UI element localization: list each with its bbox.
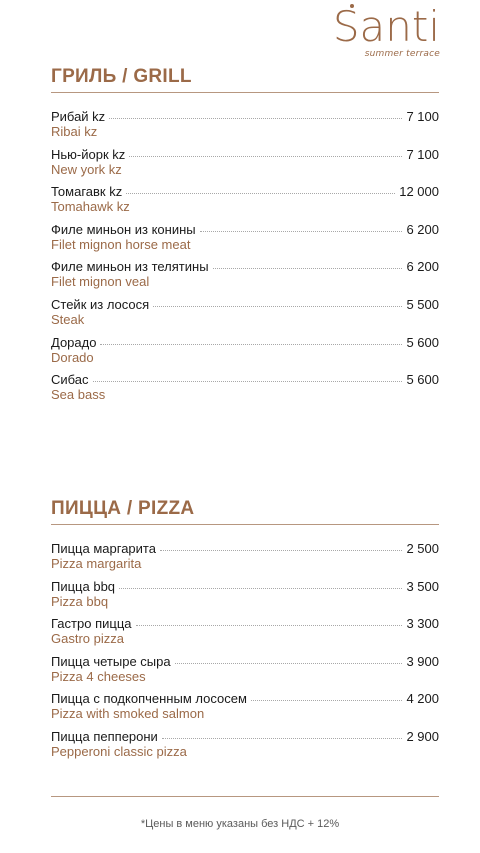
menu-item-ribai [51,109,439,147]
item-name-ru: Дорадо [51,334,97,350]
menu-item-bbq [51,579,439,617]
item-price: 6 200 [406,259,439,275]
dot-leader [213,268,403,269]
menu-item-smoked-salmon [51,691,439,729]
item-name-ru: Пицца с подкопченным лососем [51,691,247,707]
pizza-section-divider [51,524,439,525]
menu-item-filet-veal [51,259,439,297]
item-price: 12 000 [399,184,439,200]
pizza-section [51,497,439,767]
menu-item-line [51,616,439,631]
item-price: 2 500 [406,541,439,556]
item-name-ru: Рибай kz [51,109,106,124]
item-name-en: Pizza with smoked salmon [51,706,205,722]
item-price: 4 200 [406,691,439,707]
item-name-ru: Пицца маргарита [51,541,156,556]
item-price: 3 500 [406,578,439,594]
item-price: 6 200 [406,221,439,237]
item-name-en: Pepperoni classic pizza [51,743,187,759]
dot-leader [100,344,402,345]
item-name-en: Filet mignon veal [51,274,150,290]
menu-item-line [51,222,439,237]
item-name-en: Ribai kz [51,124,98,139]
dot-leader [200,231,403,232]
item-price: 5 500 [406,296,439,312]
item-name-en: Gastro pizza [51,631,124,647]
menu-item-filet-horse [51,222,439,260]
dot-leader [109,118,402,119]
dot-leader [119,588,402,589]
item-name-en: Pizza margarita [51,556,142,571]
grill-section-title: ГРИЛЬ / GRILL [51,66,192,87]
item-name-en: Filet mignon horse meat [51,236,191,252]
menu-item-gastro [51,616,439,654]
menu-item-line [51,372,439,387]
item-name-ru: Стейк из лосося [51,296,150,312]
item-name-en: Sea bass [51,387,106,403]
logo-subtitle: summer terrace [364,49,440,59]
menu-item-margarita [51,541,439,579]
menu-item-line [51,335,439,350]
vat-footnote: *Цены в меню указаны без НДС + 12% [140,818,340,830]
pizza-item-list [51,541,439,767]
item-name-ru: Пицца пепперони [51,728,158,744]
menu-item-line [51,579,439,594]
item-name-ru: Пицца bbq [51,578,116,594]
dot-leader [160,550,403,551]
item-name-en: Steak [51,311,85,327]
dot-leader [153,306,402,307]
item-name-ru: Филе миньон из телятины [51,259,209,275]
menu-item-dorado [51,335,439,373]
pizza-section-title: ПИЦЦА / PIZZA [51,498,195,519]
menu-item-line [51,541,439,556]
item-price: 5 600 [406,334,439,350]
item-name-en: Tomahawk kz [51,199,130,215]
dot-leader [126,193,395,194]
menu-item-new-york [51,147,439,185]
item-name-ru: Сибас [51,372,89,388]
dot-leader [129,156,402,157]
item-price: 7 100 [406,146,439,162]
menu-item-line [51,184,439,199]
menu-item-tomahawk [51,184,439,222]
menu-item-line [51,654,439,669]
menu-item-line [51,109,439,124]
menu-item-pepperoni [51,729,439,767]
dot-leader [251,700,403,701]
menu-item-line [51,691,439,706]
item-name-ru: Томагавк kz [51,184,123,200]
logo-wordmark: Santi [332,2,440,51]
item-name-en: Pizza bbq [51,593,109,609]
item-price: 5 600 [406,372,439,388]
footer-divider [51,796,439,797]
brand-logo [330,4,440,60]
menu-item-line [51,147,439,162]
item-price: 2 900 [406,728,439,744]
menu-item-four-cheeses [51,654,439,692]
item-price: 3 300 [406,616,439,632]
item-price: 7 100 [406,109,439,124]
dot-leader [162,738,403,739]
menu-item-line [51,259,439,274]
item-name-ru: Пицца четыре сыра [51,653,171,669]
menu-item-sea-bass [51,372,439,410]
item-name-en: Dorado [51,349,94,365]
grill-section-divider [51,92,439,93]
grill-item-list [51,109,439,410]
item-name-en: Pizza 4 cheeses [51,668,146,684]
item-name-ru: Филе миньон из конины [51,221,196,237]
dot-leader [175,663,403,664]
item-name-ru: Гастро пицца [51,616,132,632]
menu-item-line [51,729,439,744]
menu-item-salmon-steak [51,297,439,335]
item-name-ru: Нью-йорк kz [51,146,126,162]
dot-leader [93,381,403,382]
item-name-en: New york kz [51,161,122,177]
menu-item-line [51,297,439,312]
item-price: 3 900 [406,653,439,669]
dot-leader [136,625,403,626]
grill-section [51,65,439,410]
